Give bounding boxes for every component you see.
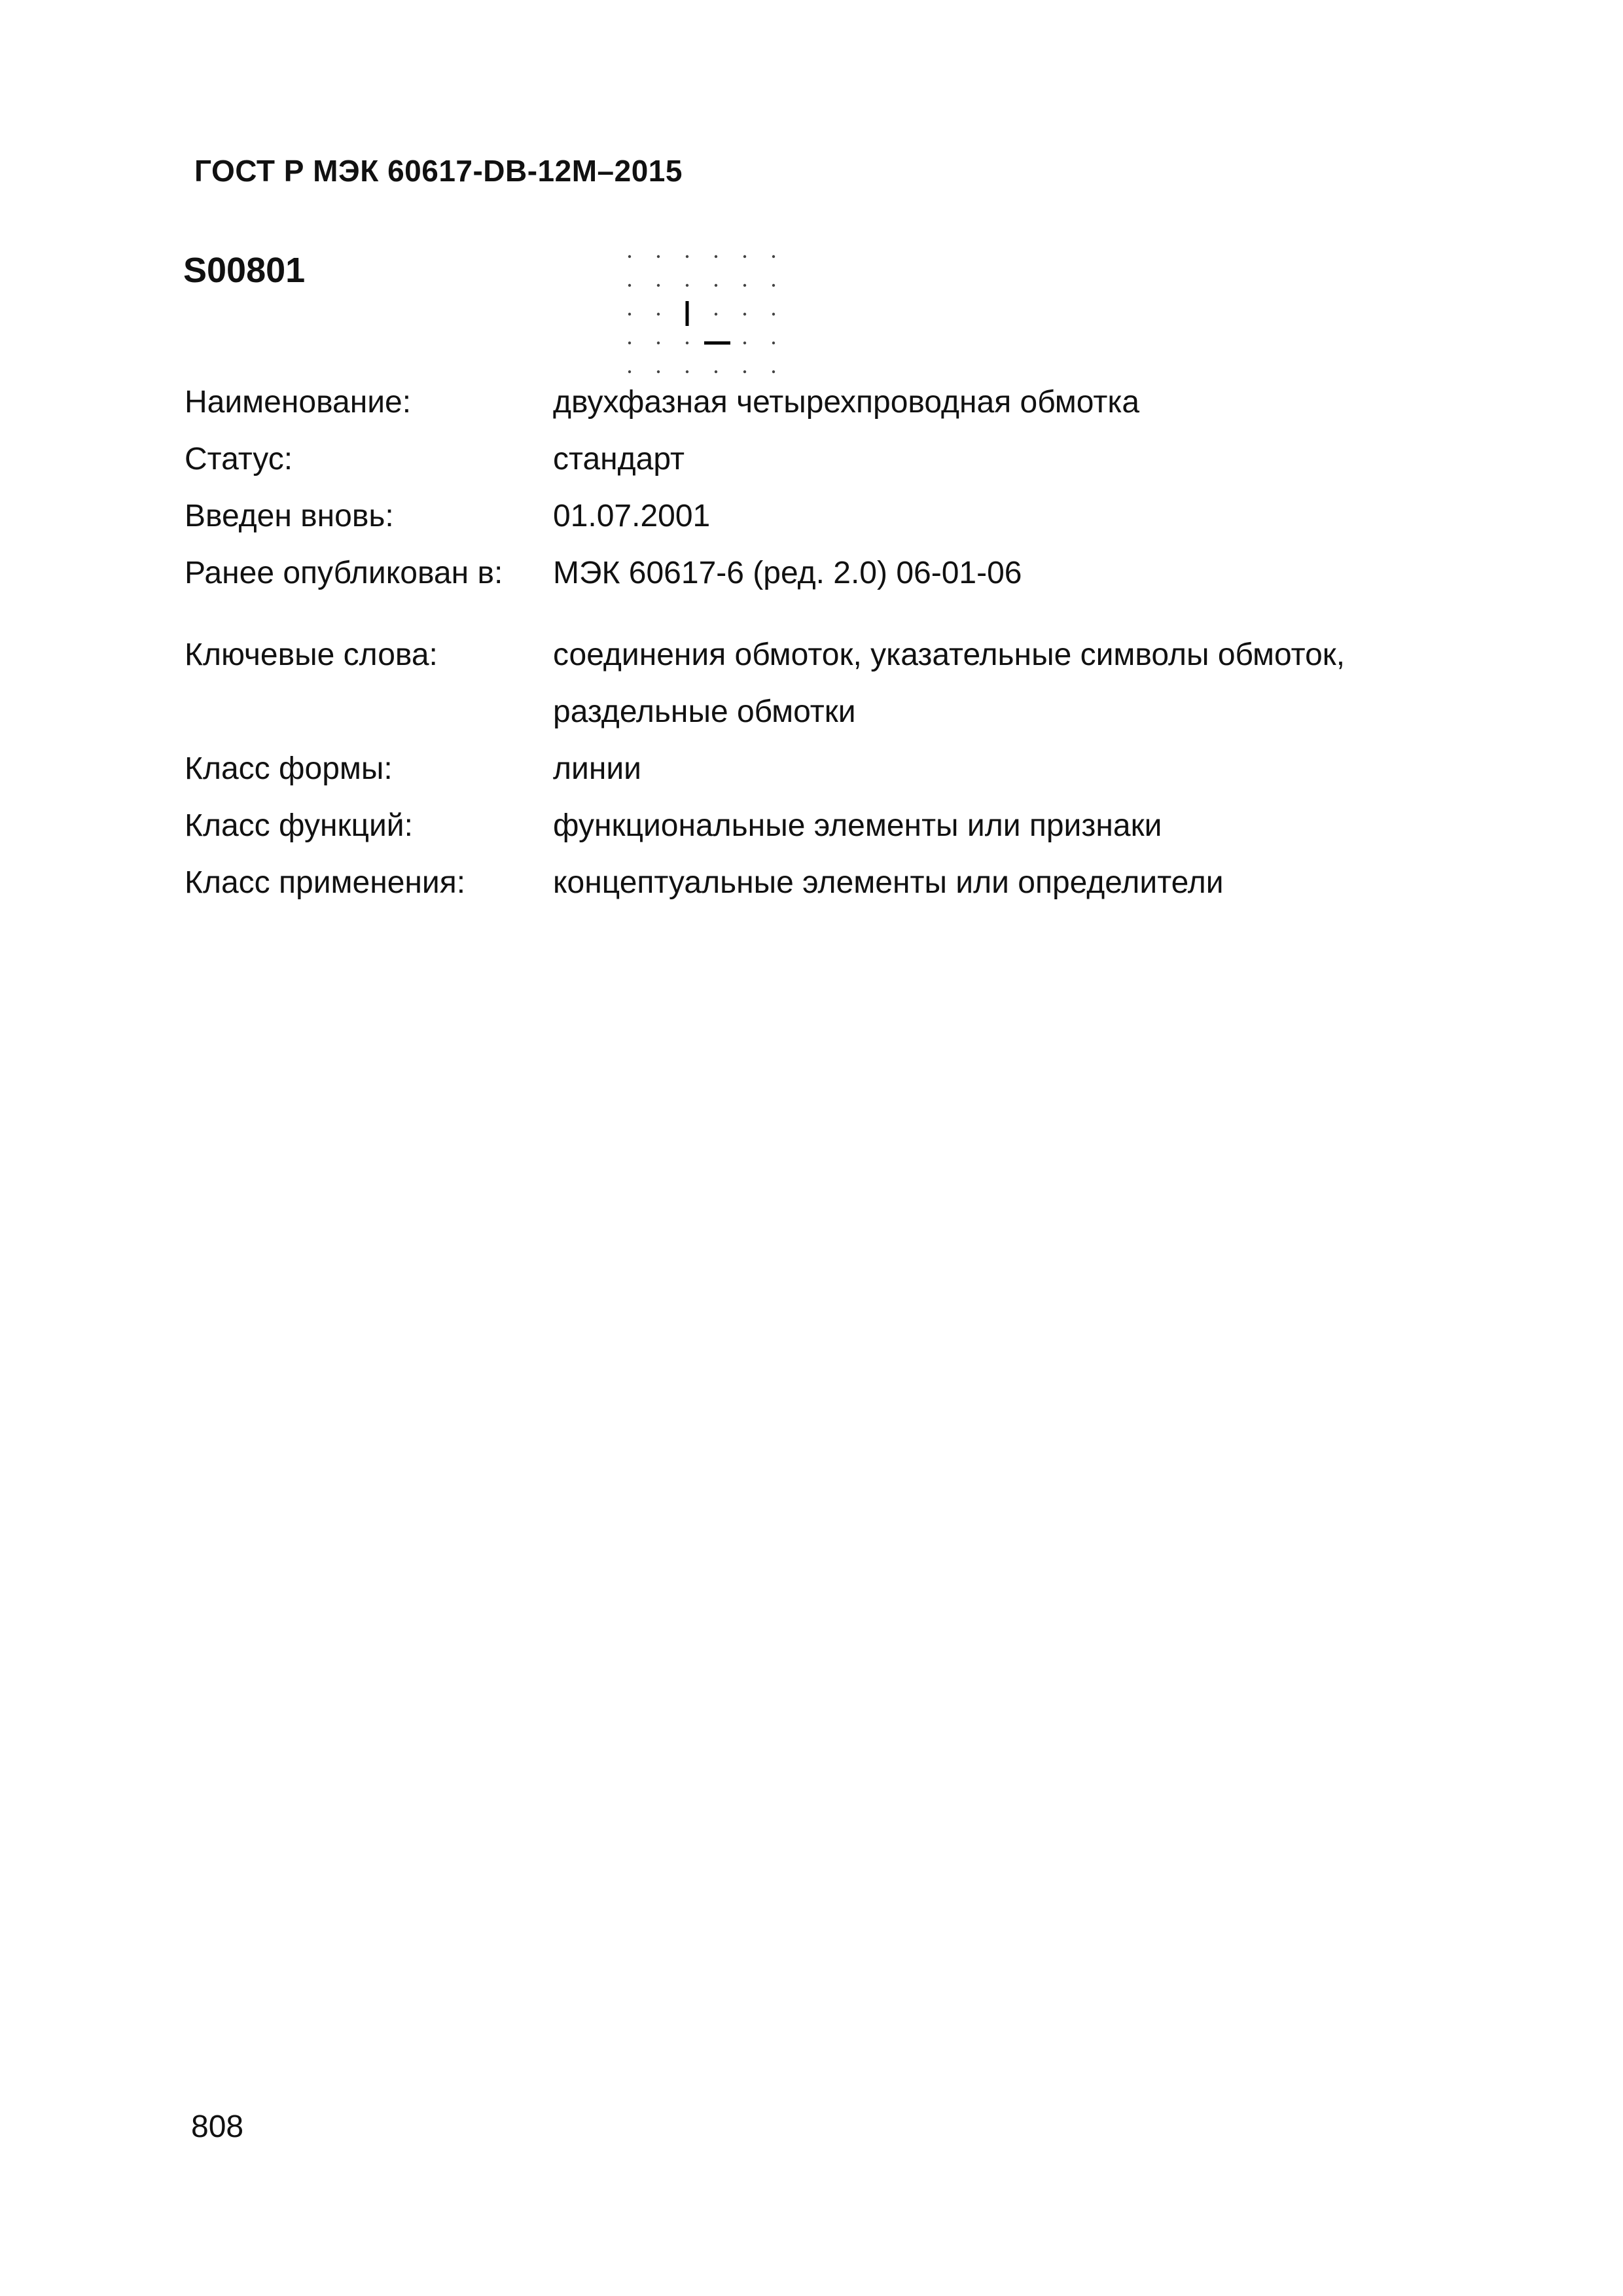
shape-class-label: Класс формы:	[185, 751, 393, 786]
status-value: стандарт	[553, 442, 685, 476]
grid-dot	[743, 313, 746, 315]
function-class-label: Класс функций:	[185, 808, 413, 843]
grid-dot	[628, 342, 631, 344]
grid-dot	[715, 284, 717, 287]
symbol-id: S00801	[183, 251, 306, 290]
grid-dot	[715, 370, 717, 373]
grid-dot	[628, 313, 631, 315]
grid-dot	[715, 313, 717, 315]
grid-dot	[628, 255, 631, 258]
grid-dot	[772, 342, 775, 344]
grid-dot	[743, 255, 746, 258]
grid-dot	[715, 255, 717, 258]
published-value: МЭК 60617-6 (ред. 2.0) 06-01-06	[553, 556, 1022, 590]
standard-header: ГОСТ Р МЭК 60617-DB-12M–2015	[194, 154, 683, 188]
grid-dot	[772, 370, 775, 373]
grid-dot	[686, 342, 688, 344]
grid-dot	[628, 284, 631, 287]
name-value: двухфазная четырехпроводная обмотка	[553, 385, 1140, 420]
grid-dot	[657, 370, 660, 373]
grid-dot	[772, 255, 775, 258]
grid-dot	[743, 342, 746, 344]
introduced-value: 01.07.2001	[553, 499, 711, 533]
grid-dot	[657, 284, 660, 287]
grid-dot	[657, 255, 660, 258]
symbol-dot-grid	[628, 255, 775, 373]
grid-dot	[743, 284, 746, 287]
grid-dot	[686, 370, 688, 373]
grid-dot	[657, 313, 660, 315]
published-label: Ранее опубликован в:	[185, 556, 503, 590]
page-number: 808	[191, 2109, 244, 2144]
winding-symbol-graphic	[615, 242, 785, 386]
application-class-label: Класс применения:	[185, 865, 466, 900]
grid-dot	[628, 370, 631, 373]
introduced-label: Введен вновь:	[185, 499, 394, 533]
shape-class-value: линии	[553, 751, 641, 786]
grid-dot	[686, 255, 688, 258]
keywords-value-line1: соединения обмоток, указательные символы обмоток,	[553, 637, 1346, 672]
grid-dot	[772, 284, 775, 287]
grid-dot	[743, 370, 746, 373]
status-label: Статус:	[185, 442, 293, 476]
grid-dot	[772, 313, 775, 315]
application-class-value: концептуальные элементы или определители	[553, 865, 1224, 900]
function-class-value: функциональные элементы или признаки	[553, 808, 1162, 843]
keywords-label: Ключевые слова:	[185, 637, 438, 672]
keywords-value-line2: раздельные обмотки	[553, 694, 856, 729]
grid-dot	[657, 342, 660, 344]
grid-dot	[686, 284, 688, 287]
name-label: Наименование:	[185, 385, 412, 420]
